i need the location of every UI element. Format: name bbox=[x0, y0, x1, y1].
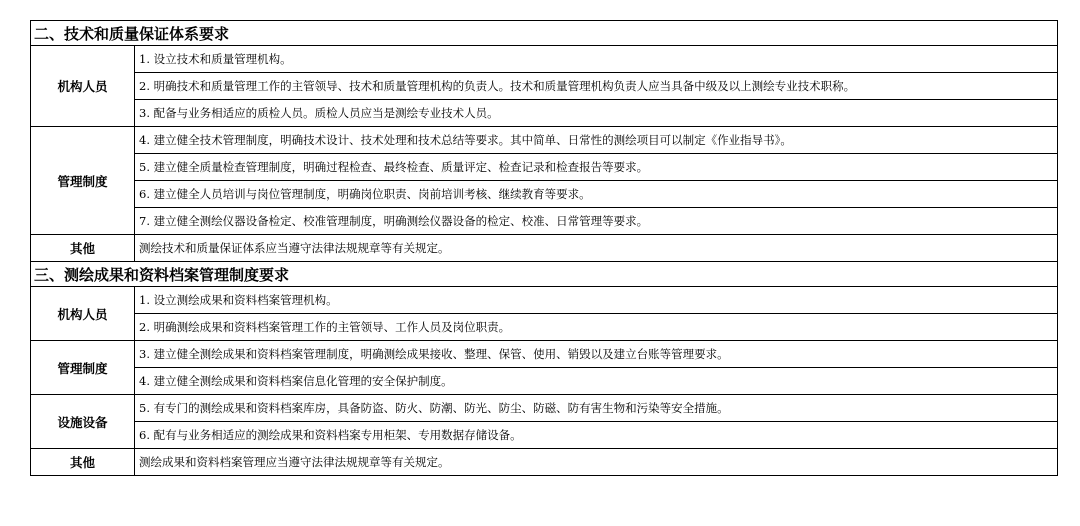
table-row bbox=[31, 449, 1058, 476]
requirement-cell: 4. 建立健全测绘成果和资料档案信息化管理的安全保护制度。 bbox=[135, 368, 1058, 395]
requirement-cell: 7. 建立健全测绘仪器设备检定、校准管理制度，明确测绘仪器设备的检定、校准、日常管理等要求。 bbox=[135, 208, 1058, 235]
table-row bbox=[31, 100, 1058, 127]
requirement-cell: 5. 有专门的测绘成果和资料档案库房，具备防盗、防火、防潮、防光、防尘、防磁、防有害生物和污染等安全措施。 bbox=[135, 395, 1058, 422]
requirement-cell: 1. 设立技术和质量管理机构。 bbox=[135, 46, 1058, 73]
section-title: 二、技术和质量保证体系要求 bbox=[31, 21, 1058, 46]
table-row bbox=[31, 235, 1058, 262]
table-row bbox=[31, 422, 1058, 449]
category-cell: 其他 bbox=[31, 235, 135, 262]
category-cell: 其他 bbox=[31, 449, 135, 476]
category-cell: 机构人员 bbox=[31, 46, 135, 127]
table-row bbox=[31, 341, 1058, 368]
requirement-cell: 2. 明确测绘成果和资料档案管理工作的主管领导、工作人员及岗位职责。 bbox=[135, 314, 1058, 341]
table-row bbox=[31, 127, 1058, 154]
table-row bbox=[31, 314, 1058, 341]
category-cell: 管理制度 bbox=[31, 341, 135, 395]
section-header-row bbox=[31, 262, 1058, 287]
requirement-cell: 5. 建立健全质量检查管理制度，明确过程检查、最终检查、质量评定、检查记录和检查报告等要求。 bbox=[135, 154, 1058, 181]
category-cell: 设施设备 bbox=[31, 395, 135, 449]
requirement-cell: 6. 配有与业务相适应的测绘成果和资料档案专用柜架、专用数据存储设备。 bbox=[135, 422, 1058, 449]
table-row bbox=[31, 154, 1058, 181]
category-cell: 管理制度 bbox=[31, 127, 135, 235]
requirement-cell: 测绘成果和资料档案管理应当遵守法律法规规章等有关规定。 bbox=[135, 449, 1058, 476]
table-row bbox=[31, 368, 1058, 395]
section-title: 三、测绘成果和资料档案管理制度要求 bbox=[31, 262, 1058, 287]
requirement-cell: 2. 明确技术和质量管理工作的主管领导、技术和质量管理机构的负责人。技术和质量管理机构负责人应当具备中级及以上测绘专业技术职称。 bbox=[135, 73, 1058, 100]
category-cell: 机构人员 bbox=[31, 287, 135, 341]
table-row bbox=[31, 287, 1058, 314]
requirement-cell: 6. 建立健全人员培训与岗位管理制度，明确岗位职责、岗前培训考核、继续教育等要求。 bbox=[135, 181, 1058, 208]
requirements-table bbox=[30, 20, 1058, 476]
table-row bbox=[31, 181, 1058, 208]
table-row bbox=[31, 73, 1058, 100]
requirement-cell: 测绘技术和质量保证体系应当遵守法律法规规章等有关规定。 bbox=[135, 235, 1058, 262]
table-row bbox=[31, 395, 1058, 422]
section-header-row bbox=[31, 21, 1058, 46]
requirement-cell: 1. 设立测绘成果和资料档案管理机构。 bbox=[135, 287, 1058, 314]
requirement-cell: 3. 配备与业务相适应的质检人员。质检人员应当是测绘专业技术人员。 bbox=[135, 100, 1058, 127]
requirement-cell: 4. 建立健全技术管理制度，明确技术设计、技术处理和技术总结等要求。其中简单、日常性的测绘项目可以制定《作业指导书》。 bbox=[135, 127, 1058, 154]
requirement-cell: 3. 建立健全测绘成果和资料档案管理制度，明确测绘成果接收、整理、保管、使用、销毁以及建立台账等管理要求。 bbox=[135, 341, 1058, 368]
table-row bbox=[31, 208, 1058, 235]
table-row bbox=[31, 46, 1058, 73]
